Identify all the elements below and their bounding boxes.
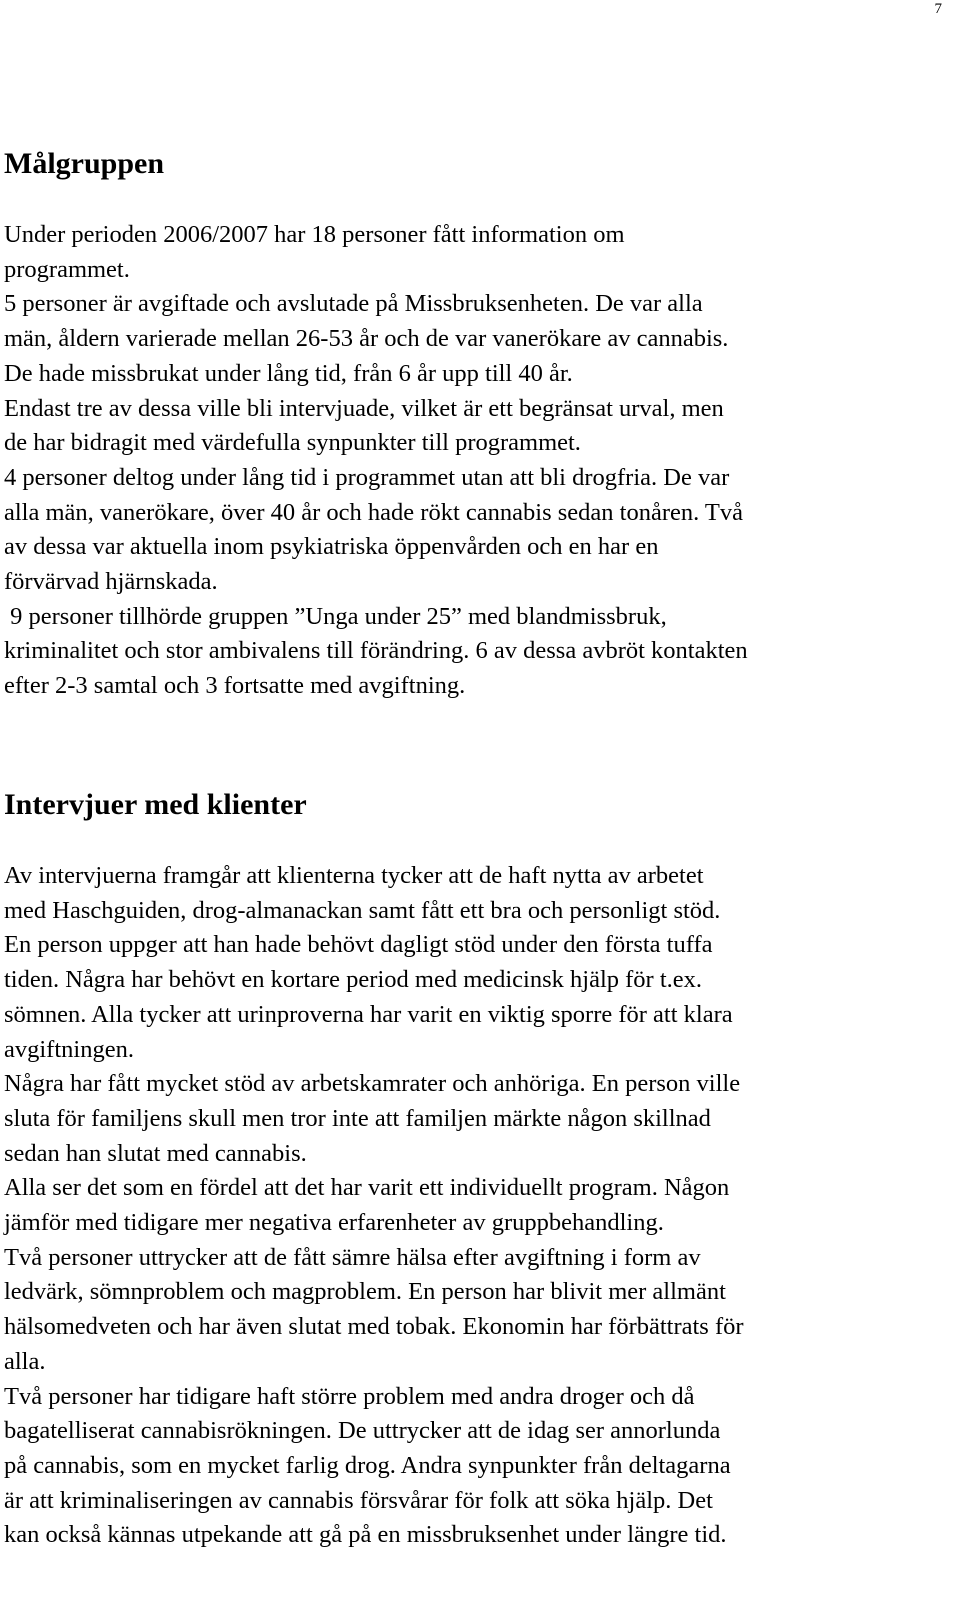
text-line: 4 personer deltog under lång tid i programmet utan att bli drogfria. De var	[4, 463, 730, 491]
text-line: med Haschguiden, drog-almanackan samt fått ett bra och personligt stöd.	[4, 896, 721, 924]
text-line: Under perioden 2006/2007 har 18 personer fått information om	[4, 221, 625, 248]
text-line: programmet.	[4, 255, 130, 283]
text-line: kan också kännas utpekande att gå på en missbruksenhet under längre tid.	[4, 1521, 727, 1549]
text-line: En person uppger att han hade behövt dagligt stöd under den första tuffa	[4, 931, 713, 959]
text-line: Alla ser det som en fördel att det har varit ett individuellt program. Någon	[4, 1174, 730, 1202]
text-line: ledvärk, sömnproblem och magproblem. En person har blivit mer allmänt	[4, 1278, 726, 1306]
text-line: Endast tre av dessa ville bli intervjuade, vilket är ett begränsat urval, men	[4, 394, 724, 422]
text-line: efter 2-3 samtal och 3 fortsatte med avgiftning.	[4, 672, 466, 700]
text-line: alla.	[4, 1347, 46, 1375]
text-line: Några har fått mycket stöd av arbetskamrater och anhöriga. En person ville	[4, 1070, 741, 1098]
text-line: 9 personer tillhörde gruppen ”Unga under 25” med blandmissbruk,	[4, 602, 667, 630]
text-line: Av intervjuerna framgår att klienterna tycker att de haft nytta av arbetet	[4, 862, 704, 889]
text-line: jämför med tidigare mer negativa erfarenheter av gruppbehandling.	[4, 1209, 664, 1237]
text-line: avgiftningen.	[4, 1035, 134, 1063]
text-line: av dessa var aktuella inom psykiatriska öppenvården och en har en	[4, 533, 659, 561]
text-line: sluta för familjens skull men tror inte att familjen märkte någon skillnad	[4, 1104, 711, 1132]
text-line: bagatelliserat cannabisrökningen. De uttrycker att de idag ser annorlunda	[4, 1417, 721, 1445]
text-line: Två personer har tidigare haft större problem med andra droger och då	[4, 1382, 695, 1410]
text-line: de har bidragit med värdefulla synpunkter till programmet.	[4, 429, 581, 457]
section-body-intervjuer	[4, 859, 944, 1553]
text-line: Två personer uttrycker att de fått sämre hälsa efter avgiftning i form av	[4, 1243, 701, 1271]
section-heading-malgruppen: Målgruppen	[4, 147, 165, 180]
section-body-malgruppen	[4, 218, 944, 704]
text-line: kriminalitet och stor ambivalens till förändring. 6 av dessa avbröt kontakten	[4, 637, 748, 665]
section-heading-intervjuer: Intervjuer med klienter	[4, 788, 307, 821]
text-line: män, åldern varierade mellan 26-53 år och de var vanerökare av cannabis.	[4, 325, 729, 353]
page-number: 7	[934, 1, 942, 17]
text-line: alla män, vanerökare, över 40 år och hade rökt cannabis sedan tonåren. Två	[4, 498, 743, 526]
text-line: sömnen. Alla tycker att urinproverna har varit en viktig sporre för att klara	[4, 1000, 733, 1028]
text-line: hälsomedveten och har även slutat med tobak. Ekonomin har förbättrats för	[4, 1313, 744, 1341]
text-line: De hade missbrukat under lång tid, från 6 år upp till 40 år.	[4, 359, 573, 387]
text-line: sedan han slutat med cannabis.	[4, 1139, 307, 1167]
text-line: tiden. Några har behövt en kortare period med medicinsk hjälp för t.ex.	[4, 966, 703, 994]
text-line: är att kriminaliseringen av cannabis försvårar för folk att söka hjälp. Det	[4, 1486, 713, 1514]
text-line: på cannabis, som en mycket farlig drog. Andra synpunkter från deltagarna	[4, 1451, 731, 1479]
text-line: 5 personer är avgiftade och avslutade på Missbruksenheten. De var alla	[4, 290, 703, 318]
text-line: förvärvad hjärnskada.	[4, 568, 218, 596]
